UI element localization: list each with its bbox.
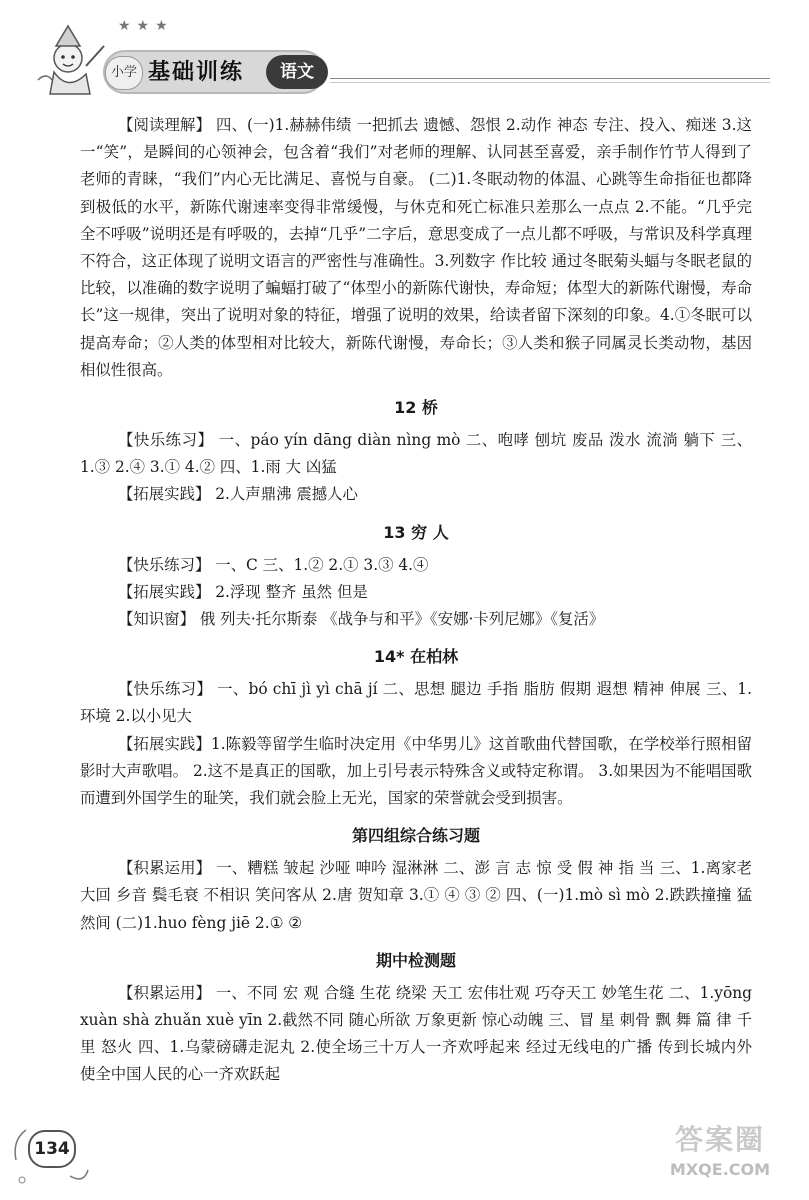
lesson-13-extension: 【拓展实践】 2.浮现 整齐 虽然 但是 [118, 582, 368, 601]
grade-tag: 小学 [105, 56, 143, 90]
lesson-12-extension: 【拓展实践】 2.人声鼎沸 震撼人心 [118, 485, 358, 504]
answer-content [80, 112, 752, 1089]
header-divider [330, 78, 770, 79]
group-4-review-answers: 【积累运用】 一、糟糕 皱起 沙哑 呻吟 湿淋淋 二、澎 言 志 惊 受 假 神 指 当 三、1.离家老大回 乡音 鬓毛衰 不相识 笑问客从 2.唐 贺知章 3.① ④ ③ ② 四、(一)1.mò sì mò 2.跌跌撞撞 猛然间 (二)1.huo fèng jiē 2.① ② [80, 859, 752, 932]
watermark-logo: 答案圈 [674, 1123, 765, 1156]
subject-badge: 语文 [266, 55, 328, 89]
lesson-12-practice: 【快乐练习】 一、páo yín dāng diàn nìng mò 二、咆哮 刨坑 废品 泼水 流淌 躺下 三、1.③ 2.④ 3.① 4.② 四、1.雨 大 凶猛 [80, 431, 752, 477]
lesson-14-practice: 【快乐练习】 一、bó chī jì yì chā jí 二、思想 腿边 手指 脂肪 假期 遐想 精神 伸展 三、1.环境 2.以小见大 [80, 680, 752, 726]
decorative-stars-icon: ★★★ [118, 18, 174, 34]
mascot-illustration-icon [28, 22, 108, 102]
midterm-test-answers: 【积累运用】 一、不同 宏 观 合缝 生花 绕梁 天工 宏伟壮观 巧夺天工 妙笔生花 二、1.yōng xuàn shà zhuǎn xuè yīn 2.截然不同 随心所欲 万象更新 惊心动魄 三、冒 星 刺骨 飘 舞 篇 律 千里 怒火 四、1.乌蒙磅礴走泥丸 2.使全场三十万人一齐欢呼起来 经过无线电的广播 传到长城内外 使全中国人民的心一齐欢跃起 [80, 983, 752, 1084]
page-header [0, 0, 809, 110]
header-divider-secondary [330, 82, 770, 83]
lesson-14-title: 14* 在柏林 [373, 647, 459, 667]
group-4-review-title: 第四组综合练习题 [351, 826, 480, 846]
lesson-13-title: 13 穷 人 [383, 522, 449, 542]
series-title: 基础训练 [148, 59, 245, 85]
lesson-12-title: 12 桥 [394, 398, 438, 418]
midterm-test-title: 期中检测题 [375, 950, 456, 970]
watermark [645, 1120, 795, 1192]
lesson-13-knowledge: 【知识窗】 俄 列夫·托尔斯泰 《战争与和平》《安娜·卡列尼娜》《复活》 [118, 610, 605, 629]
lesson-14-extension: 【拓展实践】1.陈毅等留学生临时决定用《中华男儿》这首歌曲代替国歌，在学校举行照相留影时大声歌唱。 2.这不是真正的国歌，加上引号表示特殊含义或特定称谓。 3.如果因为不能唱国歌而遭到外国学生的耻笑，我们就会脸上无光，国家的荣誉就会受到损害。 [80, 734, 752, 808]
lesson-13-practice: 【快乐练习】 一、C 三、1.② 2.① 3.③ 4.④ [118, 555, 429, 574]
reading-comprehension-answers: 【阅读理解】 四、(一)1.赫赫伟绩 一把抓去 遗憾、怨恨 2.动作 神态 专注、投入、痴迷 3.这一“笑”，是瞬间的心领神会，包含着“我们”对老师的理解、认同甚至喜爱，亲手制作竹节人得到了老师的青睐，“我们”内心无比满足、喜悦与自豪。 (二)1.冬眠动物的体温、心跳等生命指征也都降到极低的水平，新陈代谢速率变得非常缓慢，与休克和死亡标准只差那么一点点 2.不能。“几乎完全不呼吸”说明还是有呼吸的，去掉“几乎”二字后，意思变成了一点儿都不呼吸，与常识及科学真理不符合，这正体现了说明文语言的严密性与准确性。3.列数字 作比较 通过冬眠菊头蝠与冬眠老鼠的比较，以准确的数字说明了蝙蝠打破了“体型小的新陈代谢快，寿命短；体型大的新陈代谢慢，寿命长”这一规律，突出了说明对象的特征，增强了说明的效果，给读者留下深刻的印象。4.①冬眠可以提高寿命；②人类的体型相对比较大，新陈代谢慢，寿命长；③人类和猴子同属灵长类动物，基因相似性很高。 [80, 116, 752, 379]
watermark-url: MXQE.COM [669, 1160, 771, 1179]
page-number: 134 [28, 1130, 76, 1168]
